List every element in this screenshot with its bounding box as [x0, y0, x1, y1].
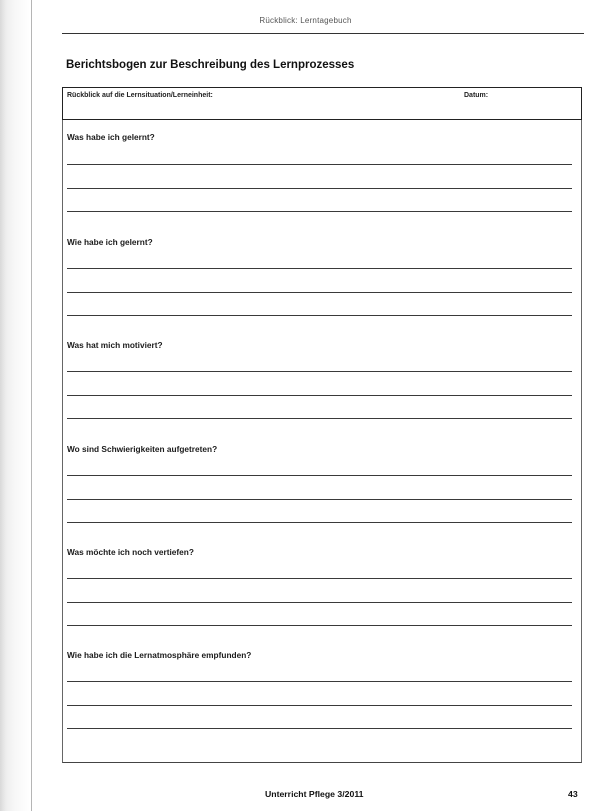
writing-line[interactable]: [67, 522, 572, 523]
writing-line[interactable]: [67, 681, 572, 682]
meta-row: [62, 87, 582, 120]
writing-line[interactable]: [67, 164, 572, 165]
question-difficulties: Wo sind Schwierigkeiten aufgetreten?: [67, 444, 218, 454]
document-title: Berichtsbogen zur Beschreibung des Lernprozesses: [66, 59, 355, 71]
binding-line: [31, 0, 32, 811]
page-number: 43: [568, 789, 578, 799]
writing-line[interactable]: [67, 211, 572, 212]
writing-line[interactable]: [67, 268, 572, 269]
writing-line[interactable]: [67, 315, 572, 316]
question-motivation: Was hat mich motiviert?: [67, 340, 163, 350]
writing-line[interactable]: [67, 371, 572, 372]
running-header: Rückblick: Lerntagebuch: [259, 16, 352, 25]
writing-line[interactable]: [67, 395, 572, 396]
writing-line[interactable]: [67, 292, 572, 293]
writing-line[interactable]: [67, 499, 572, 500]
writing-line[interactable]: [67, 602, 572, 603]
question-how-learned: Wie habe ich gelernt?: [67, 237, 153, 247]
writing-line[interactable]: [67, 188, 572, 189]
question-atmosphere: Wie habe ich die Lernatmosphäre empfunden?: [67, 650, 252, 660]
report-form: [62, 87, 582, 763]
writing-line[interactable]: [67, 728, 572, 729]
writing-line[interactable]: [67, 475, 572, 476]
publication-footer: Unterricht Pflege 3/2011: [265, 789, 364, 799]
question-deepen: Was möchte ich noch vertiefen?: [67, 547, 194, 557]
header-rule: [62, 33, 584, 34]
page-edge-shadow: [0, 0, 30, 811]
date-label: Datum:: [464, 92, 489, 99]
writing-line[interactable]: [67, 705, 572, 706]
writing-line[interactable]: [67, 418, 572, 419]
topic-label: Rückblick auf die Lernsituation/Lerneinheit:: [67, 92, 213, 99]
writing-line[interactable]: [67, 578, 572, 579]
writing-line[interactable]: [67, 625, 572, 626]
question-what-learned: Was habe ich gelernt?: [67, 132, 155, 142]
